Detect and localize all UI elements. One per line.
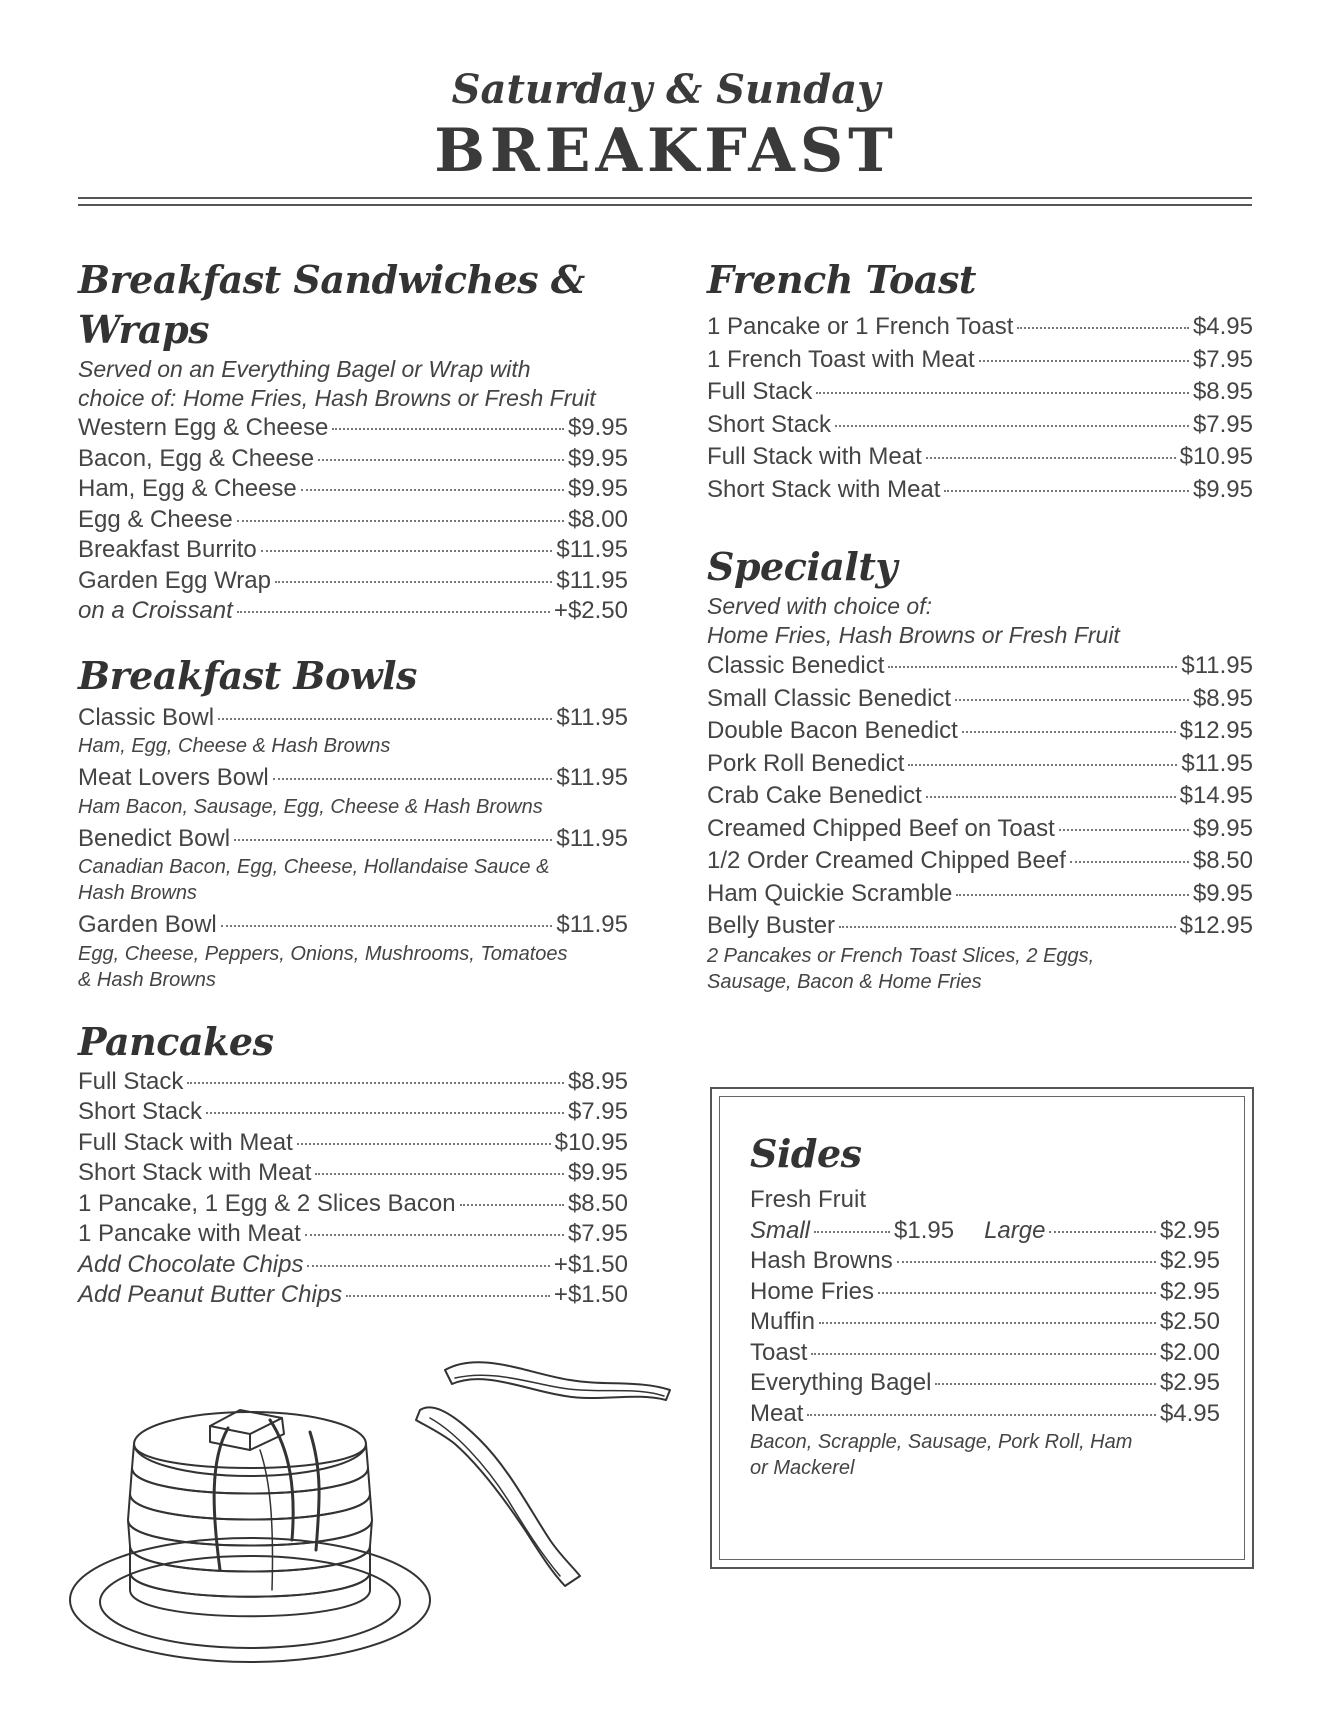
dot-leader — [979, 360, 1189, 362]
item-name: Full Stack — [707, 378, 813, 405]
menu-addon — [78, 596, 628, 627]
item-price: $9.95 — [567, 414, 628, 441]
dot-leader — [1070, 861, 1189, 863]
dot-leader — [926, 457, 1176, 459]
dot-leader — [944, 490, 1189, 492]
spacer — [78, 993, 628, 1017]
dot-leader — [816, 392, 1189, 394]
menu-item — [707, 441, 1253, 474]
french-toast-list — [707, 311, 1253, 506]
item-name: Creamed Chipped Beef on Toast — [707, 814, 1055, 842]
menu-item — [78, 1067, 628, 1098]
item-name: 1/2 Order Creamed Chipped Beef — [707, 847, 1066, 874]
item-name: Meat Lovers Bowl — [78, 764, 269, 791]
dot-leader — [1017, 327, 1189, 329]
dot-leader — [897, 1261, 1156, 1263]
item-name: Pork Roll Benedict — [707, 749, 905, 777]
item-name: Full Stack with Meat — [707, 443, 922, 470]
item-description: Ham Bacon, Sausage, Egg, Cheese & Hash Browns — [78, 795, 543, 818]
item-name: Garden Bowl — [78, 911, 217, 938]
menu-item — [750, 1338, 1220, 1369]
item-price: $7.95 — [1192, 410, 1253, 438]
dot-leader — [926, 796, 1176, 798]
item-price: $8.95 — [1192, 684, 1253, 712]
menu-item — [707, 715, 1253, 748]
dot-leader — [1049, 1231, 1155, 1233]
item-price: $9.95 — [567, 444, 628, 472]
size-small-price: $1.95 — [894, 1216, 955, 1244]
item-price: $4.95 — [1192, 313, 1253, 340]
menu-item — [78, 763, 628, 794]
bowls-section — [78, 651, 628, 993]
item-name: 1 Pancake or 1 French Toast — [707, 313, 1014, 340]
pancakes-bacon-illustration — [60, 1340, 700, 1680]
menu-header — [0, 62, 1332, 184]
item-name: Toast — [750, 1338, 808, 1366]
item-price: $4.95 — [1159, 1399, 1220, 1427]
item-name: Garden Egg Wrap — [78, 566, 271, 594]
left-column — [78, 255, 628, 1311]
specialty-title: Specialty — [707, 544, 897, 589]
dot-leader — [275, 581, 552, 583]
item-name: Fresh Fruit — [750, 1186, 867, 1213]
dot-leader — [273, 778, 553, 780]
menu-item — [750, 1246, 1220, 1277]
dot-leader — [962, 731, 1176, 733]
pancakes-title: Pancakes — [78, 1018, 274, 1064]
item-name: Benedict Bowl — [78, 824, 231, 852]
sides-box — [710, 1087, 1254, 1569]
menu-item — [707, 910, 1253, 943]
item-price: $12.95 — [1179, 912, 1253, 939]
dot-leader — [315, 1173, 564, 1175]
item-price: $7.95 — [567, 1220, 628, 1247]
sandwiches-title: Breakfast Sandwiches & Wraps — [78, 257, 585, 352]
dot-leader — [807, 1414, 1156, 1416]
dot-leader — [261, 550, 553, 552]
specialty-description-line1: Served with choice of: — [707, 593, 933, 619]
sandwiches-list — [78, 413, 628, 627]
right-column — [707, 255, 1253, 995]
item-name: Full Stack with Meat — [78, 1128, 293, 1156]
size-small-label: Small — [750, 1216, 811, 1244]
item-price: $8.50 — [567, 1189, 628, 1217]
dot-leader — [1059, 829, 1189, 831]
item-price: $8.95 — [1192, 378, 1253, 405]
menu-item — [707, 474, 1253, 507]
sides-section — [750, 1129, 1220, 1481]
dot-leader — [187, 1082, 564, 1084]
dot-leader — [835, 425, 1189, 427]
item-description: Canadian Bacon, Egg, Cheese, Hollandaise Sauce & Hash Browns — [78, 856, 550, 904]
menu-item — [707, 813, 1253, 846]
item-price: $8.50 — [1192, 847, 1253, 874]
item-price: $7.95 — [1192, 345, 1253, 373]
dot-leader — [878, 1292, 1156, 1294]
item-name: Ham Quickie Scramble — [707, 879, 953, 907]
item-price: $14.95 — [1179, 782, 1253, 809]
header-rule-top — [78, 197, 1252, 199]
bacon-strip-icon — [416, 1362, 670, 1586]
menu-item — [750, 1277, 1220, 1308]
menu-addon — [78, 1280, 628, 1311]
dot-leader — [346, 1295, 550, 1297]
item-price: $9.95 — [1192, 814, 1253, 842]
item-price: $11.95 — [556, 703, 628, 731]
menu-item — [707, 780, 1253, 813]
item-name: Add Chocolate Chips — [78, 1250, 304, 1278]
item-price: $7.95 — [567, 1098, 628, 1125]
french-toast-section — [707, 255, 1253, 506]
dot-leader — [318, 459, 564, 461]
item-name: Home Fries — [750, 1277, 875, 1305]
item-price: $11.95 — [1181, 749, 1253, 777]
dot-leader — [307, 1265, 549, 1267]
menu-item — [707, 845, 1253, 878]
item-price: $9.95 — [567, 1159, 628, 1186]
size-large-price: $2.95 — [1159, 1216, 1220, 1244]
bowls-title: Breakfast Bowls — [78, 652, 417, 698]
dot-leader — [234, 839, 552, 841]
item-name: Belly Buster — [707, 912, 836, 939]
menu-item — [78, 1219, 628, 1250]
menu-item — [78, 910, 628, 941]
item-name: Hash Browns — [750, 1247, 893, 1274]
item-name: Full Stack — [78, 1067, 184, 1095]
menu-item — [78, 1128, 628, 1159]
menu-item — [707, 409, 1253, 442]
menu-addon — [78, 1250, 628, 1281]
item-price: $2.50 — [1159, 1308, 1220, 1335]
dot-leader — [839, 926, 1176, 928]
item-price: $2.95 — [1159, 1277, 1220, 1305]
item-price: $11.95 — [556, 764, 628, 791]
item-price: +$1.50 — [553, 1281, 628, 1308]
sandwiches-section — [78, 255, 628, 627]
dot-leader — [237, 611, 550, 613]
menu-item — [707, 311, 1253, 344]
dot-leader — [908, 764, 1177, 766]
dot-leader — [218, 718, 552, 720]
plate-icon — [70, 1538, 430, 1662]
dot-leader — [811, 1353, 1156, 1355]
menu-item — [707, 878, 1253, 911]
item-name: Double Bacon Benedict — [707, 717, 958, 744]
menu-item — [707, 650, 1253, 683]
dot-leader — [935, 1383, 1155, 1385]
dot-leader — [819, 1322, 1156, 1324]
item-price: $9.95 — [567, 475, 628, 502]
header-rule-bottom — [78, 204, 1252, 206]
item-price: $2.95 — [1159, 1247, 1220, 1274]
item-price: $11.95 — [556, 824, 628, 852]
menu-item — [78, 535, 628, 566]
item-name: Meat — [750, 1399, 804, 1427]
specialty-list — [707, 650, 1253, 943]
item-name: Short Stack with Meat — [78, 1159, 312, 1186]
item-name: Add Peanut Butter Chips — [78, 1281, 343, 1308]
menu-item — [78, 413, 628, 444]
item-price: +$2.50 — [553, 597, 628, 624]
dot-leader — [955, 699, 1189, 701]
menu-item — [78, 703, 628, 734]
item-name: Short Stack — [78, 1098, 203, 1125]
item-price: +$1.50 — [553, 1250, 628, 1278]
item-price: $11.95 — [1181, 652, 1253, 679]
menu-item — [750, 1368, 1220, 1399]
item-price: $2.95 — [1159, 1369, 1220, 1396]
header-title: BREAKFAST — [434, 116, 898, 186]
item-name: 1 Pancake, 1 Egg & 2 Slices Bacon — [78, 1189, 456, 1217]
item-description: Ham, Egg, Cheese & Hash Browns — [78, 735, 391, 757]
spacer — [707, 506, 1253, 542]
item-name: Crab Cake Benedict — [707, 782, 922, 809]
item-price: $8.95 — [567, 1067, 628, 1095]
dot-leader — [460, 1204, 564, 1206]
menu-item — [78, 824, 628, 855]
item-price: $9.95 — [1192, 879, 1253, 907]
menu-item — [707, 344, 1253, 377]
dot-leader — [888, 666, 1177, 668]
item-price: $2.00 — [1159, 1338, 1220, 1366]
item-name: 1 French Toast with Meat — [707, 345, 975, 373]
sandwiches-description: Served on an Everything Bagel or Wrap with choice of: Home Fries, Hash Browns or Fresh Fruit — [78, 356, 596, 411]
butter-pat-icon — [210, 1410, 284, 1450]
menu-item — [78, 505, 628, 536]
menu-item — [750, 1399, 1220, 1430]
fresh-fruit-sizes — [750, 1216, 1220, 1247]
sides-title: Sides — [750, 1131, 862, 1176]
menu-item — [78, 1189, 628, 1220]
item-name: 1 Pancake with Meat — [78, 1220, 301, 1247]
item-name: Breakfast Burrito — [78, 536, 257, 563]
dot-leader — [237, 520, 564, 522]
dot-leader — [297, 1143, 551, 1145]
item-description: Bacon, Scrapple, Sausage, Pork Roll, Ham or Mackerel — [750, 1431, 1133, 1479]
item-price: $8.00 — [567, 505, 628, 533]
pancakes-section — [78, 1017, 628, 1311]
item-price: $10.95 — [554, 1128, 628, 1156]
item-price: $11.95 — [556, 911, 628, 938]
item-name: Small Classic Benedict — [707, 684, 952, 712]
item-name: Classic Bowl — [78, 703, 215, 731]
item-name: Short Stack with Meat — [707, 475, 941, 503]
dot-leader — [814, 1231, 890, 1233]
menu-item — [707, 683, 1253, 716]
item-name: Bacon, Egg & Cheese — [78, 444, 315, 472]
specialty-section — [707, 542, 1253, 995]
menu-item — [750, 1185, 1220, 1216]
menu-item — [78, 474, 628, 505]
dot-leader — [956, 894, 1189, 896]
dot-leader — [221, 925, 553, 927]
menu-item — [78, 444, 628, 475]
item-name: Egg & Cheese — [78, 505, 233, 533]
french-toast-title: French Toast — [707, 257, 976, 302]
menu-item — [707, 376, 1253, 409]
menu-item — [750, 1307, 1220, 1338]
dot-leader — [305, 1234, 564, 1236]
spacer — [78, 627, 628, 651]
item-name: on a Croissant — [78, 597, 233, 624]
item-price: $11.95 — [556, 566, 628, 594]
dot-leader — [332, 428, 564, 430]
item-price: $11.95 — [556, 536, 628, 563]
menu-item — [78, 1097, 628, 1128]
item-price: $10.95 — [1179, 443, 1253, 470]
header-subtitle: Saturday & Sunday — [451, 66, 881, 113]
dot-leader — [301, 489, 564, 491]
size-large-label: Large — [984, 1216, 1046, 1244]
item-name: Western Egg & Cheese — [78, 414, 329, 441]
item-description: Egg, Cheese, Peppers, Onions, Mushrooms, Tomatoes & Hash Browns — [78, 942, 568, 991]
item-name: Muffin — [750, 1308, 815, 1335]
menu-item — [78, 566, 628, 597]
dot-leader — [206, 1112, 564, 1114]
item-price: $12.95 — [1179, 717, 1253, 744]
specialty-description-line2: Home Fries, Hash Browns or Fresh Fruit — [707, 622, 1120, 648]
item-name: Ham, Egg & Cheese — [78, 475, 297, 502]
menu-item — [707, 748, 1253, 781]
item-name: Classic Benedict — [707, 652, 885, 679]
menu-item — [78, 1158, 628, 1189]
item-description: 2 Pancakes or French Toast Slices, 2 Eggs, Sausage, Bacon & Home Fries — [707, 944, 1095, 993]
item-name: Everything Bagel — [750, 1369, 932, 1396]
item-name: Short Stack — [707, 410, 832, 438]
item-price: $9.95 — [1192, 475, 1253, 503]
